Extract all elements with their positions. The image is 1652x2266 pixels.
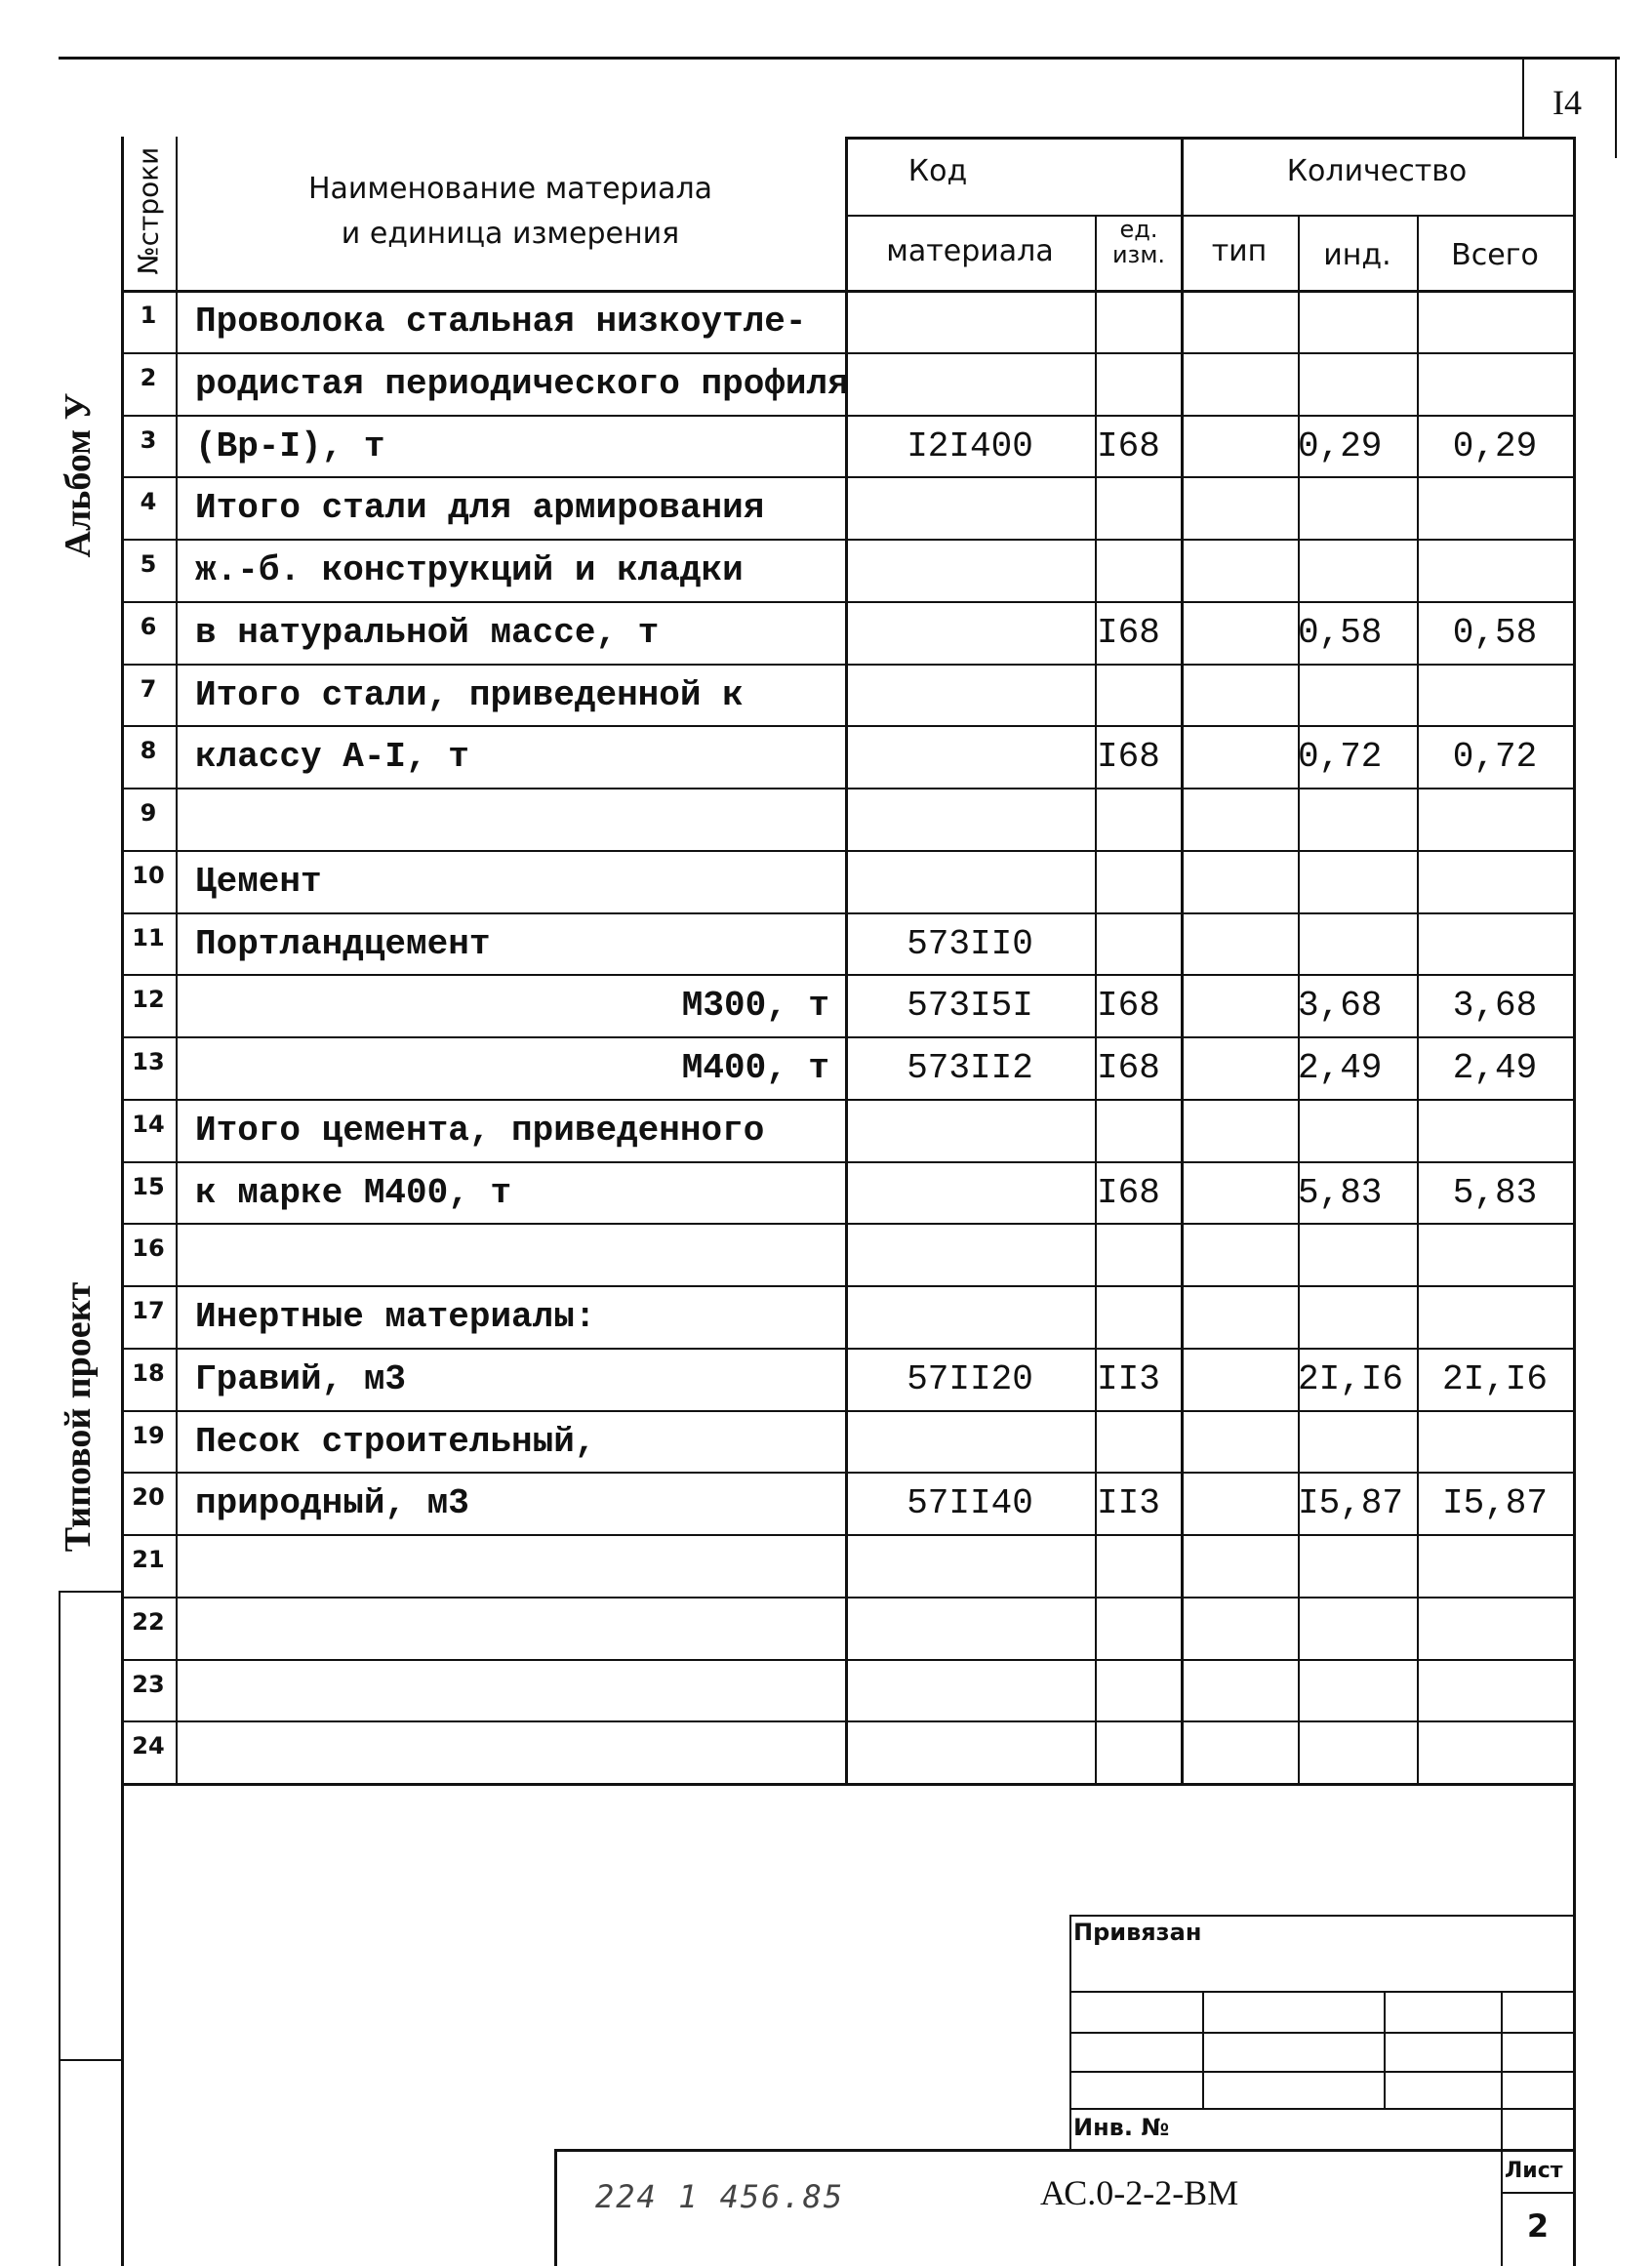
row-name: Итого стали, приведенной к [195, 674, 744, 715]
row-number: 19 [132, 1421, 165, 1449]
row-number: 9 [140, 799, 157, 827]
row-name: Цемент [195, 861, 322, 902]
material-code: 57II20 [907, 1358, 1033, 1399]
row-number: 1 [140, 302, 157, 329]
qty-total: 2I,I6 [1441, 1358, 1549, 1399]
row-number: 22 [132, 1607, 165, 1636]
row-number: 18 [132, 1358, 165, 1387]
material-code: 573II0 [907, 923, 1033, 964]
row-name: Итого цемента, приведенного [195, 1110, 765, 1151]
row-number: 2 [140, 363, 157, 391]
row-number: 10 [132, 861, 165, 889]
album-label: Альбом У [58, 392, 99, 558]
qty-ind: 2I,I6 [1298, 1358, 1404, 1399]
sheet-number: 2 [1526, 2207, 1550, 2245]
row-number: 5 [140, 550, 157, 578]
row-number: 16 [132, 1234, 165, 1263]
name-header-line1: Наименование материала [307, 172, 713, 206]
qty-total: 0,29 [1452, 425, 1538, 466]
row-name: Проволока стальная низкоутле- [195, 302, 807, 342]
row-name: М300, т [681, 986, 829, 1027]
row-number: 20 [132, 1483, 165, 1512]
row-number: 8 [140, 737, 157, 765]
unit-code: I68 [1097, 612, 1160, 653]
qty-total: 0,58 [1452, 612, 1538, 653]
unit-code: I68 [1097, 1048, 1160, 1088]
row-name: Портландцемент [195, 923, 491, 964]
row-name: родистая периодического профиля [195, 363, 849, 404]
row-number: 6 [140, 612, 157, 640]
qty-total: 0,72 [1452, 737, 1538, 778]
qty-ind: 5,83 [1298, 1172, 1383, 1213]
material-code: 573I5I [907, 986, 1033, 1027]
row-number: 4 [140, 488, 157, 516]
project-label: Типовой проект [58, 1281, 99, 1553]
qty-ind: 0,58 [1298, 612, 1383, 653]
material-code: I2I400 [907, 425, 1033, 466]
qty-ind: 2,49 [1298, 1048, 1383, 1088]
unit-code: I68 [1097, 986, 1160, 1027]
row-name: Итого стали для армирования [195, 488, 765, 529]
row-name: к марке М400, т [195, 1172, 512, 1213]
unit-code: I68 [1097, 425, 1160, 466]
row-number: 21 [132, 1546, 165, 1573]
attached-label: Привязан [1073, 1919, 1202, 1946]
row-number: 14 [132, 1110, 165, 1138]
unit-code: I68 [1097, 1172, 1160, 1213]
row-number: 11 [132, 923, 165, 951]
material-code: 57II40 [907, 1483, 1033, 1524]
row-name: (Вр-I), т [195, 425, 385, 466]
qty-ind: 3,68 [1298, 986, 1383, 1027]
row-number: 12 [132, 986, 165, 1014]
qty-ind: 0,72 [1298, 737, 1383, 778]
sheet-label: Лист [1505, 2159, 1563, 2183]
row-name: Песок строительный, [195, 1421, 596, 1462]
row-number: 17 [132, 1297, 165, 1324]
code-material-header: материала [886, 234, 1054, 268]
qty-type-header: тип [1211, 234, 1268, 268]
row-name: Инертные материалы: [195, 1297, 596, 1337]
row-name: природный, м3 [195, 1483, 469, 1524]
row-number-header: №строки [132, 146, 165, 275]
qty-total-header: Всего [1451, 238, 1539, 272]
row-name: ж.-б. конструкций и кладки [195, 550, 744, 590]
code-unit-header: ед. изм. [1111, 216, 1166, 268]
row-number: 3 [140, 425, 157, 454]
row-name: М400, т [681, 1048, 829, 1088]
qty-ind-header: инд. [1323, 238, 1391, 272]
material-code: 573II2 [907, 1048, 1033, 1088]
qty-ind: 0,29 [1298, 425, 1383, 466]
qty-total: 3,68 [1452, 986, 1538, 1027]
row-name: в натуральной массе, т [195, 612, 660, 653]
unit-code: II3 [1097, 1358, 1160, 1399]
row-number: 23 [132, 1670, 165, 1698]
row-number: 15 [132, 1172, 165, 1200]
qty-ind: I5,87 [1298, 1483, 1404, 1524]
row-name: классу А-I, т [195, 737, 469, 778]
unit-code: II3 [1097, 1483, 1160, 1524]
inv-number-label: Инв. № [1073, 2114, 1170, 2141]
row-name: Гравий, м3 [195, 1358, 407, 1399]
handwritten-number: 224 1 456.85 [595, 2178, 845, 2215]
row-number: 13 [132, 1048, 165, 1075]
document-code: АС.0-2-2-ВМ [1040, 2173, 1239, 2212]
qty-total: I5,87 [1441, 1483, 1549, 1524]
quantity-header: Количество [1286, 154, 1468, 188]
unit-code: I68 [1097, 737, 1160, 778]
row-number: 24 [132, 1732, 165, 1760]
qty-total: 2,49 [1452, 1048, 1538, 1088]
row-number: 7 [140, 674, 157, 703]
code-header: Код [907, 154, 968, 188]
name-header-line2: и единица измерения [341, 217, 680, 251]
qty-total: 5,83 [1452, 1172, 1538, 1213]
page-number: I4 [1552, 83, 1582, 122]
